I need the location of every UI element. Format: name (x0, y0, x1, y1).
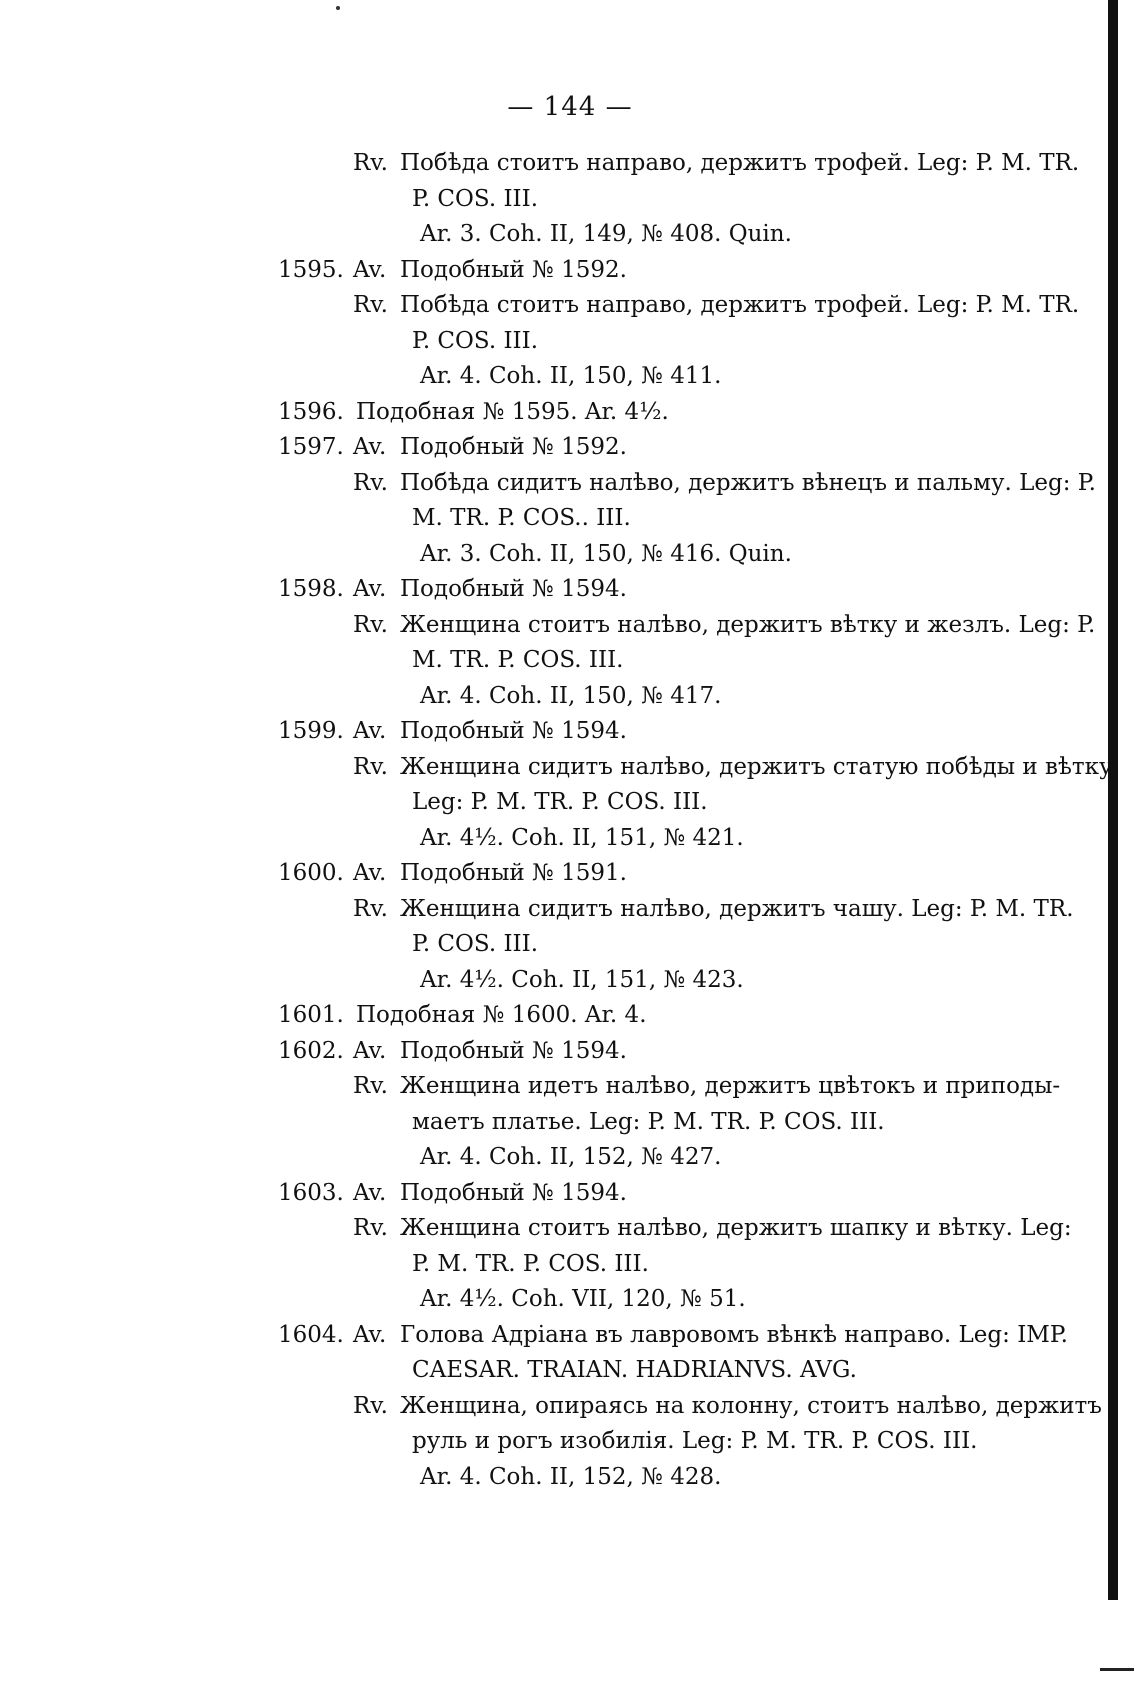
catalog-line (0, 1318, 1140, 1354)
description-text: Подобный № 1594. (400, 718, 627, 744)
catalog-line (0, 1353, 1140, 1389)
side-label: Rv. (353, 150, 388, 176)
catalog-line (0, 963, 1140, 999)
side-label: Av. (353, 860, 387, 886)
description-text: Женщина, опираясь на колонну, стоитъ налѣво, держитъ (400, 1392, 1102, 1419)
catalog-line (0, 572, 1140, 608)
catalog-line (0, 253, 1140, 289)
catalog-line (0, 998, 1140, 1034)
catalog-line (0, 182, 1140, 218)
description-text: Подобный № 1594. (400, 576, 627, 602)
description-text: Подобный № 1594. (400, 1037, 627, 1064)
description-text: Женщина стоитъ налѣво, держитъ вѣтку и жезлъ. Leg: P. (400, 611, 1096, 638)
catalog-line (0, 1247, 1140, 1283)
side-label: Av. (353, 1179, 387, 1206)
reference-line: Ar. 4. Coh. II, 150, № 417. (420, 682, 722, 709)
reference-line: Ar. 4½. Coh. II, 151, № 421. (420, 824, 744, 851)
side-label: Rv. (353, 1073, 388, 1099)
side-label: Av. (353, 1037, 387, 1064)
reference-line: Ar. 4. Coh. II, 152, № 427. (420, 1144, 722, 1170)
side-label: Av. (353, 1321, 387, 1348)
description-text: Подобный № 1594. (400, 1179, 627, 1206)
description-text: P. COS. III. (412, 931, 539, 957)
side-label: Av. (353, 718, 387, 744)
side-label: Rv. (353, 1392, 388, 1419)
side-label: Av. (353, 256, 387, 283)
description-text: Побѣда стоитъ направо, держитъ трофей. Leg: P. M. TR. (400, 150, 1080, 176)
catalog-line (0, 892, 1140, 928)
catalog-line (0, 608, 1140, 644)
description-text: Подобная № 1600. Ar. 4. (356, 1002, 647, 1028)
catalog-line (0, 1389, 1140, 1425)
catalog-line (0, 1034, 1140, 1070)
catalog-line (0, 501, 1140, 537)
entry-number: 1599. (278, 718, 344, 744)
entry-number: 1602. (278, 1037, 344, 1064)
side-label: Av. (353, 576, 387, 602)
entry-number: 1604. (278, 1321, 344, 1348)
reference-line: Ar. 4½. Coh. VII, 120, № 51. (420, 1286, 746, 1312)
description-text: Побѣда сидитъ налѣво, держитъ вѣнецъ и пальму. Leg: P. (400, 469, 1096, 496)
catalog-line (0, 1460, 1140, 1496)
catalog-line (0, 430, 1140, 466)
description-text: руль и рогъ изобилія. Leg: P. M. TR. P. COS. III. (412, 1428, 978, 1454)
description-text: Женщина сидитъ налѣво, держитъ статую побѣды и вѣтку. (400, 753, 1120, 780)
catalog-line (0, 1282, 1140, 1318)
description-text: CAESAR. TRAIAN. HADRIANVS. AVG. (412, 1357, 857, 1383)
description-text: Подобная № 1595. Ar. 4½. (356, 398, 669, 425)
reference-line: Ar. 4½. Coh. II, 151, № 423. (420, 966, 744, 993)
description-text: Подобный № 1591. (400, 860, 627, 886)
catalog-line (0, 217, 1140, 253)
catalog-line (0, 714, 1140, 750)
description-text: Голова Адріана въ лавровомъ вѣнкѣ направо. Leg: IMP. (400, 1321, 1068, 1348)
description-text: P. COS. III. (412, 185, 539, 212)
description-text: Женщина стоитъ налѣво, держитъ шапку и вѣтку. Leg: (400, 1215, 1072, 1241)
side-label: Rv. (353, 469, 388, 496)
entry-number: 1595. (278, 256, 344, 283)
catalog-line (0, 1424, 1140, 1460)
side-label: Rv. (353, 895, 388, 922)
page-number: — 144 — (507, 92, 633, 122)
description-text: Женщина сидитъ налѣво, держитъ чашу. Leg: P. M. TR. (400, 895, 1074, 922)
catalog-line (0, 643, 1140, 679)
description-text: P. COS. III. (412, 327, 539, 354)
catalog-line (0, 466, 1140, 502)
description-text: маетъ платье. Leg: P. M. TR. P. COS. III. (412, 1108, 885, 1135)
catalog-line (0, 395, 1140, 431)
entry-number: 1600. (278, 860, 344, 886)
catalog-entries (0, 146, 1140, 1495)
side-label: Rv. (353, 611, 388, 638)
catalog-line (0, 821, 1140, 857)
catalog-line (0, 679, 1140, 715)
description-text: Женщина идетъ налѣво, держитъ цвѣтокъ и приподы- (400, 1073, 1061, 1099)
description-text: M. TR. P. COS. III. (412, 647, 624, 673)
catalog-line (0, 1105, 1140, 1141)
entry-number: 1598. (278, 576, 344, 602)
catalog-line (0, 750, 1140, 786)
entry-number: 1603. (278, 1179, 344, 1206)
side-label: Rv. (353, 753, 388, 780)
catalog-line (0, 1069, 1140, 1105)
catalog-line (0, 324, 1140, 360)
bottom-edge-mark (1100, 1668, 1134, 1671)
catalog-line (0, 359, 1140, 395)
catalog-line (0, 288, 1140, 324)
catalog-line (0, 927, 1140, 963)
catalog-line (0, 537, 1140, 573)
catalog-line (0, 146, 1140, 182)
catalog-line (0, 856, 1140, 892)
entry-number: 1597. (278, 434, 344, 460)
entry-number: 1596. (278, 398, 344, 425)
side-label: Rv. (353, 292, 388, 318)
catalog-line (0, 1140, 1140, 1176)
side-label: Rv. (353, 1215, 388, 1241)
entry-number: 1601. (278, 1002, 344, 1028)
side-label: Av. (353, 434, 387, 460)
description-text: Подобный № 1592. (400, 434, 627, 460)
description-text: M. TR. P. COS.. III. (412, 505, 631, 531)
catalog-line (0, 1211, 1140, 1247)
description-text: P. M. TR. P. COS. III. (412, 1250, 649, 1277)
catalog-line (0, 785, 1140, 821)
description-text: Подобный № 1592. (400, 256, 627, 283)
reference-line: Ar. 4. Coh. II, 152, № 428. (420, 1463, 722, 1490)
description-text: Leg: P. M. TR. P. COS. III. (412, 789, 708, 815)
speck-mark (336, 6, 340, 10)
catalog-line (0, 1176, 1140, 1212)
reference-line: Ar. 3. Coh. II, 150, № 416. Quin. (420, 540, 792, 567)
reference-line: Ar. 3. Coh. II, 149, № 408. Quin. (420, 221, 792, 247)
reference-line: Ar. 4. Coh. II, 150, № 411. (420, 363, 722, 389)
description-text: Побѣда стоитъ направо, держитъ трофей. Leg: P. M. TR. (400, 292, 1080, 318)
